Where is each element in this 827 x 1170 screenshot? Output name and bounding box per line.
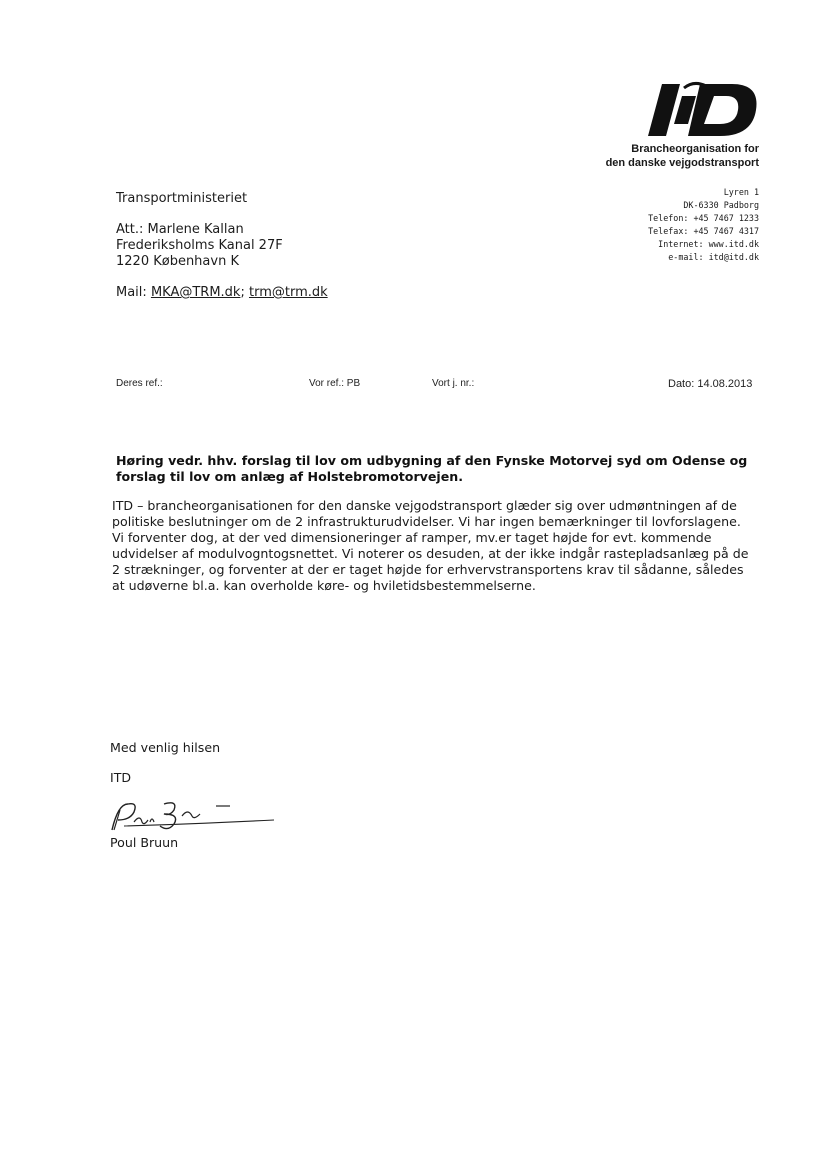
closing-greeting: Med venlig hilsen	[110, 740, 221, 755]
sender-internet: Internet: www.itd.dk	[658, 239, 759, 249]
itd-logo	[640, 78, 764, 142]
vor-ref: Vor ref.: PB	[309, 378, 361, 389]
body-line: 2 strækninger, og forventer at der er taget højde for erhvervstransportens krav til sådanne, således	[112, 561, 744, 577]
body-line: ITD – brancheorganisationen for den danske vejgodstransport glæder sig over udmøntningen af de	[112, 498, 737, 513]
closing-org: ITD	[110, 770, 132, 785]
mail-label: Mail:	[116, 285, 147, 300]
vort-jnr: Vort j. nr.:	[432, 378, 475, 389]
org-name-line1: Brancheorganisation for	[631, 143, 759, 155]
recipient-org: Transportministeriet	[116, 191, 248, 206]
date: Dato: 14.08.2013	[668, 378, 753, 390]
recipient-att: Att.: Marlene Kallan	[116, 222, 244, 237]
subject-line-1: Høring vedr. hhv. forslag til lov om udbygning af den Fynske Motorvej syd om Odense og	[116, 453, 748, 468]
recipient-mail-line	[116, 285, 328, 301]
letter-body	[112, 498, 772, 593]
sender-city: DK-6330 Padborg	[683, 200, 759, 210]
recipient-street: Frederiksholms Kanal 27F	[116, 238, 283, 253]
itd-logo-graphic	[640, 78, 764, 142]
subject-line-2: forslag til lov om anlæg af Holstebromotorvejen.	[116, 469, 464, 484]
body-line: Vi forventer dog, at der ved dimensioneringer af ramper, mv.er taget højde for evt. kommende	[112, 529, 712, 545]
signatory-name: Poul Bruun	[110, 835, 179, 850]
sender-street: Lyren 1	[723, 187, 759, 197]
mail-separator: ;	[240, 285, 245, 300]
sender-telefax: Telefax: +45 7467 4317	[648, 226, 759, 236]
letter-subject	[116, 453, 766, 485]
deres-ref: Deres ref.:	[116, 378, 163, 389]
org-name-line2: den danske vejgodstransport	[605, 157, 759, 169]
signature-graphic	[104, 796, 284, 838]
body-line: udvidelser af modulvogntogsnettet. Vi noterer os desuden, at der ikke indgår rastepladsanlæg på de	[112, 545, 749, 561]
body-line: at udøverne bl.a. kan overholde køre- og hviletidsbestemmelserne.	[112, 577, 536, 593]
handwritten-signature	[104, 796, 284, 838]
mail-link-trm[interactable]: trm@trm.dk	[248, 285, 328, 300]
mail-link-mka[interactable]: MKA@TRM.dk	[150, 285, 241, 300]
sender-email: e-mail: itd@itd.dk	[668, 252, 759, 262]
sender-contact-block	[648, 186, 759, 264]
sender-telefon: Telefon: +45 7467 1233	[648, 213, 759, 223]
recipient-city: 1220 København K	[116, 254, 239, 269]
body-line: politiske beslutninger om de 2 infrastrukturudvidelser. Vi har ingen bemærkninger til lovforslagene.	[112, 513, 741, 529]
